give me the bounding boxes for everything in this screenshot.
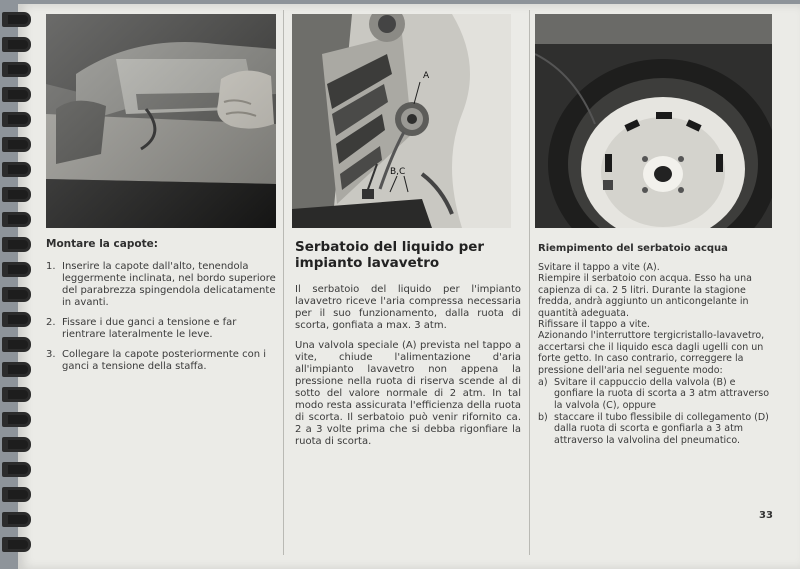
section-heading-washer: Serbatoio del liquido per impianto lavavetro	[295, 239, 485, 271]
refill-options	[538, 377, 772, 446]
column-divider-2	[529, 10, 530, 555]
refill-line-3: Rifissare il tappo a vite.	[538, 318, 650, 330]
step-3: 3. Collegare la capote posteriormente con i ganci a tensione della staffa.	[46, 348, 267, 372]
capote-steps	[46, 261, 276, 373]
refill-option-b: b) staccare il tubo flessibile di collegamento (D) dalla ruota di scorta e gonfiarla a 3 atm attraverso la valvolina del pneumatico.	[538, 412, 769, 446]
step-2: 2. Fissare i due ganci a tensione e far rientrare lateralmente le leve.	[46, 316, 237, 340]
photo-spare-wheel	[535, 14, 772, 228]
section-heading-refill: Riempimento del serbatoio acqua	[538, 243, 728, 254]
refill-option-a: a) Svitare il cappuccio della valvola (B) e gonfiare la ruota di scorta a 3 atm attraverso la valvola (C), oppure	[538, 376, 770, 411]
refill-line-2: Riempire il serbatoio con acqua. Esso ha una capienza di ca. 2 5 litri. Durante la stagione fredda, andrà aggiunto un anticongelante in quantità adeguata.	[538, 273, 752, 319]
callout-a: A	[423, 71, 430, 81]
step-1: 1. Inserire la capote dall'alto, tenendola leggermente inclinata, nel bordo superiore del parabrezza spingendola delicatamente in avanti.	[46, 260, 276, 308]
callout-bc: B,C	[390, 167, 406, 177]
column-refill	[538, 243, 772, 446]
washer-paragraph-2: Una valvola speciale (A) prevista nel tappo a vite, chiude l'alimentazione d'aria all'impianto lavavetro non appena la pressione nella ruota di riserva scende al di sotto del valore normale di 2 atm. In tal modo resta assicurata l'efficienza della ruota di scorta. Il serbatoio può venir rifornito ca. 2 a 3 volte prima che si debba rigonfiare la ruota di scorta.	[295, 339, 521, 447]
page-number: 33	[759, 510, 773, 521]
refill-line-1: Svitare il tappo a vite (A).	[538, 262, 660, 273]
column-capote	[46, 238, 276, 381]
section-heading-capote: Montare la capote:	[46, 238, 158, 250]
photo-capote-mounting	[46, 14, 276, 228]
washer-paragraph-1: Il serbatoio del liquido per l'impianto lavavetro riceve l'aria compressa necessaria per il suo funzionamento, dalla ruota di scorta, gonfiata a max. 3 atm.	[295, 283, 521, 331]
refill-line-4: Azionando l'interruttore tergicristallo-lavavetro, accertarsi che il liquido esca dagli ugelli con un forte getto. In caso contrario, correggere la pressione dell'aria nel seguente modo:	[538, 330, 765, 376]
column-divider-1	[283, 10, 284, 555]
photo-washer-reservoir	[292, 14, 511, 228]
spiral-binding	[0, 0, 30, 569]
column-washer-reservoir	[295, 240, 521, 448]
